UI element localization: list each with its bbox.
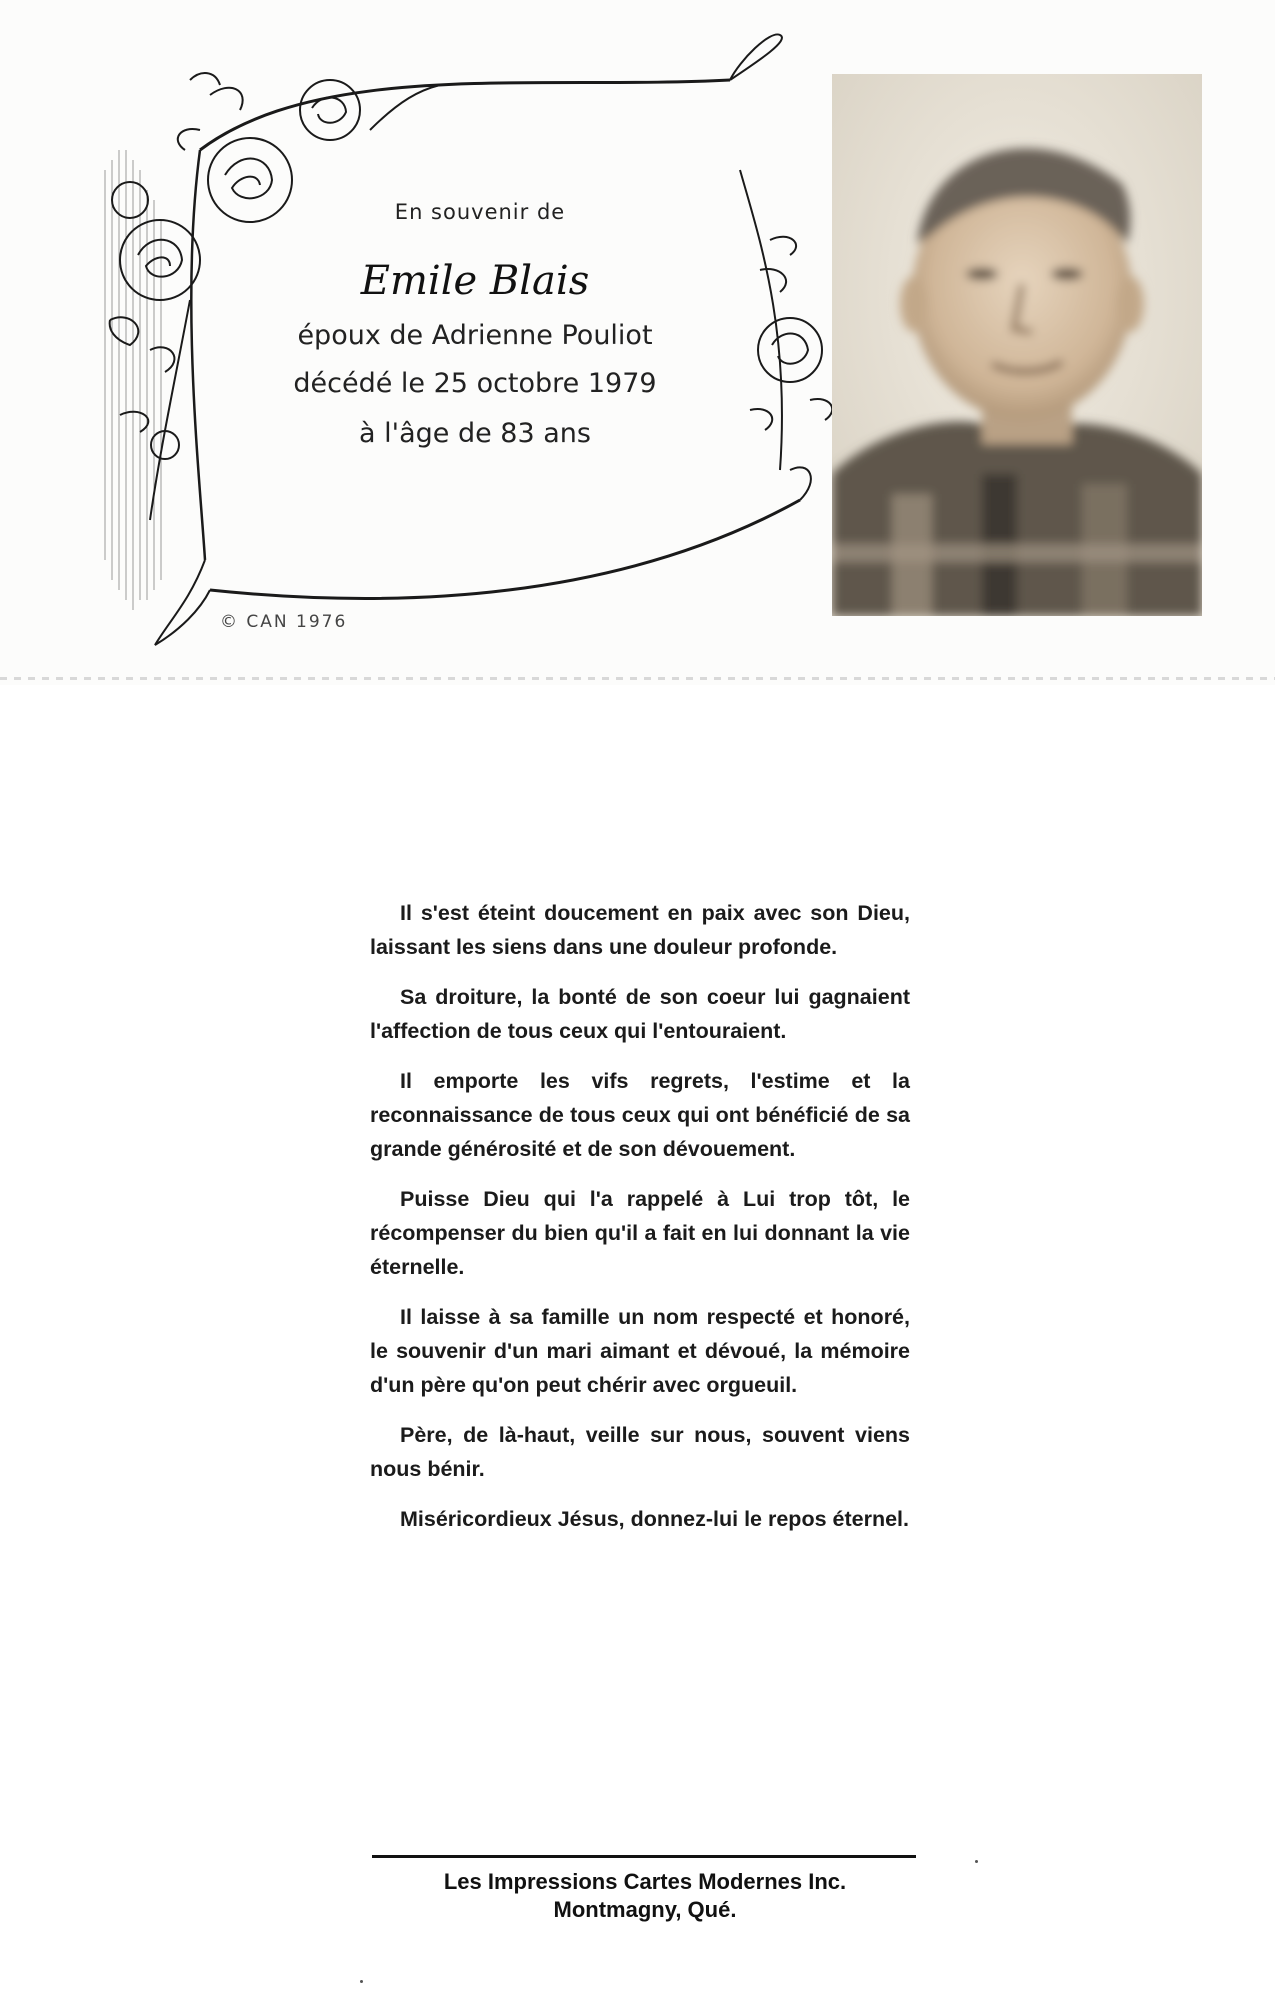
- verse-paragraph: Sa droiture, la bonté de son coeur lui gagnaient l'affection de tous ceux qui l'entouraient.: [370, 985, 910, 1043]
- verse-paragraph: Il laisse à sa famille un nom respecté et honoré, le souvenir d'un mari aimant et dévoué, la mémoire d'un père qu'on peut chérir avec orgueuil.: [370, 1305, 910, 1397]
- printer-divider: [372, 1855, 916, 1858]
- death-date-line: décédé le 25 octobre 1979: [293, 368, 657, 399]
- print-speck: [975, 1860, 978, 1863]
- verse-paragraph: Miséricordieux Jésus, donnez-lui le repos éternel.: [400, 1507, 909, 1531]
- print-speck: [360, 1980, 363, 1983]
- portrait-photo: [832, 74, 1202, 616]
- age-line: à l'âge de 83 ans: [359, 418, 591, 449]
- memorial-card-front: [0, 0, 1275, 685]
- memorial-verse: [370, 896, 910, 1552]
- verse-paragraph: Il s'est éteint doucement en paix avec son Dieu, laissant les siens dans une douleur profonde.: [370, 901, 910, 959]
- printer-city: Montmagny, Qué.: [553, 1897, 737, 1922]
- deceased-name: Emile Blais: [360, 258, 590, 304]
- printer-name: Les Impressions Cartes Modernes Inc.: [443, 1869, 847, 1894]
- card-fold-edge: [0, 677, 1275, 680]
- spouse-line: époux de Adrienne Pouliot: [297, 320, 653, 351]
- verse-paragraph: Père, de là-haut, veille sur nous, souvent viens nous bénir.: [370, 1423, 910, 1481]
- copyright-notice: © CAN 1976: [220, 612, 348, 632]
- intro-text: En souvenir de: [394, 200, 566, 224]
- verse-paragraph: Il emporte les vifs regrets, l'estime et la reconnaissance de tous ceux qui ont bénéficié de sa grande générosité et de son dévouement.: [370, 1069, 910, 1161]
- printer-credit: [330, 1868, 960, 1924]
- verse-paragraph: Puisse Dieu qui l'a rappelé à Lui trop tôt, le récompenser du bien qu'il a fait en lui donnant la vie éternelle.: [370, 1187, 910, 1279]
